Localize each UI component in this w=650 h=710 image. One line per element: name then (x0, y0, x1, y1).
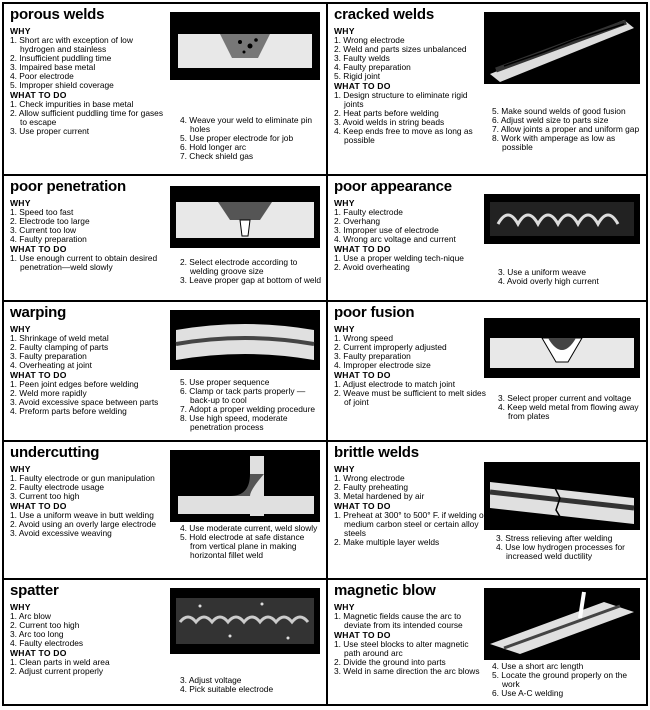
what-item: 5. Use proper electrode for job (180, 133, 294, 143)
why-heading: WHY (334, 26, 355, 36)
cracked-weld-illustration (484, 12, 640, 84)
what-heading: WHAT TO DO (334, 501, 391, 511)
what-item: 8. Use high speed, moderate penetration process (180, 413, 288, 432)
why-item: 3. Arc too long (10, 629, 64, 639)
why-item: 1. Faulty electrode or gun manipulation (10, 473, 155, 483)
what-item: 1. Check impurities in base metal (10, 99, 134, 109)
poor-appearance-illustration (484, 194, 640, 244)
why-item: 3. Improper use of electrode (334, 225, 439, 235)
what-heading: WHAT TO DO (10, 370, 67, 380)
poor-penetration-illustration (170, 186, 320, 248)
what-item: 2. Heat parts before welding (334, 108, 439, 118)
poor-fusion-illustration (484, 318, 640, 378)
what-item: 7. Adopt a proper welding procedure (180, 404, 316, 414)
porous-weld-illustration (170, 12, 320, 80)
brittle-weld-illustration (484, 462, 640, 530)
what-item: 6. Adjust weld size to parts size (492, 115, 609, 125)
what-heading: WHAT TO DO (10, 648, 67, 658)
what-item: 4. Avoid overly high current (498, 276, 599, 286)
panel-cracked-welds (328, 4, 646, 174)
what-item: 2. Avoid using an overly large electrode (10, 519, 157, 529)
why-item: 2. Current too high (10, 620, 80, 630)
why-item: 3. Faulty preparation (334, 351, 411, 361)
why-heading: WHY (334, 602, 355, 612)
why-item: 1. Speed too fast (10, 207, 74, 217)
why-item: 4. Poor electrode (10, 71, 74, 81)
why-block (334, 26, 484, 145)
what-item: 5. Locate the ground properly on the work (492, 670, 628, 689)
what-continued (180, 258, 322, 285)
what-item: 6. Use A-C welding (492, 688, 564, 698)
what-item: 2. Make multiple layer welds (334, 537, 440, 547)
what-continued (492, 107, 642, 152)
why-item: 3. Faulty welds (334, 53, 390, 63)
weld-defects-chart (2, 2, 648, 706)
why-item: 4. Overheating at joint (10, 360, 92, 370)
what-heading: WHAT TO DO (10, 244, 67, 254)
what-item: 3. Stress relieving after welding (496, 533, 613, 543)
panel-title: cracked welds (334, 6, 434, 23)
what-heading: WHAT TO DO (334, 81, 391, 91)
what-item: 3. Avoid excessive weaving (10, 528, 112, 538)
panel-title: spatter (10, 582, 59, 599)
why-block (10, 26, 168, 136)
why-item: 4. Wrong arc voltage and current (334, 234, 456, 244)
what-item: 7. Check shield gas (180, 151, 254, 161)
what-item: 3. Select proper current and voltage (498, 393, 632, 403)
what-item: 5. Make sound welds of good fusion (492, 106, 626, 116)
what-item: 2. Select electrode according to welding groove size (180, 257, 298, 276)
what-item: 4. Pick suitable electrode (180, 684, 274, 694)
what-item: 3. Use a uniform weave (498, 267, 586, 277)
what-continued (180, 378, 322, 432)
panel-title: poor fusion (334, 304, 415, 321)
warping-illustration (170, 310, 320, 370)
why-heading: WHY (334, 464, 355, 474)
why-item: 1. Wrong speed (334, 333, 393, 343)
what-heading: WHAT TO DO (334, 370, 391, 380)
why-item: 4. Faulty preparation (334, 62, 411, 72)
why-heading: WHY (10, 602, 31, 612)
panel-title: undercutting (10, 444, 100, 461)
why-item: 1. Arc blow (10, 611, 51, 621)
what-item: 4. Use low hydrogen processes for increased weld ductility (496, 542, 625, 561)
why-item: 2. Overhang (334, 216, 381, 226)
what-item: 2. Adjust current properly (10, 666, 104, 676)
why-block (334, 464, 492, 547)
what-item: 1. Design structure to eliminate rigid joints (334, 90, 468, 109)
panel-title: brittle welds (334, 444, 419, 461)
why-item: 2. Electrode too large (10, 216, 90, 226)
why-item: 3. Impaired base metal (10, 62, 96, 72)
why-item: 1. Wrong electrode (334, 35, 405, 45)
why-item: 4. Faulty preparation (10, 234, 87, 244)
what-item: 3. Weld in same direction the arc blows (334, 666, 480, 676)
why-block (10, 464, 168, 538)
why-item: 2. Weld and parts sizes unbalanced (334, 44, 467, 54)
what-continued (498, 268, 642, 286)
panel-undercutting (4, 440, 326, 578)
what-item: 2. Allow sufficient puddling time for gases to escape (10, 108, 164, 127)
why-item: 2. Faulty preheating (334, 482, 409, 492)
what-continued (498, 394, 642, 421)
why-item: 1. Shrinkage of weld metal (10, 333, 109, 343)
why-item: 5. Improper shield coverage (10, 80, 114, 90)
what-item: 2. Avoid overheating (334, 262, 410, 272)
what-heading: WHAT TO DO (334, 244, 391, 254)
what-item: 5. Use proper sequence (180, 377, 270, 387)
why-item: 2. Faulty clamping of parts (10, 342, 109, 352)
why-item: 5. Rigid joint (334, 71, 381, 81)
why-item: 1. Faulty electrode (334, 207, 403, 217)
why-item: 4. Faulty electrodes (10, 638, 84, 648)
why-block (10, 602, 168, 676)
what-item: 1. Use steel blocks to alter magnetic path around arc (334, 639, 469, 658)
what-continued (180, 676, 322, 694)
what-item: 6. Hold longer arc (180, 142, 247, 152)
what-item: 4. Weave your weld to eliminate pin holes (180, 115, 313, 134)
why-item: 2. Faulty electrode usage (10, 482, 105, 492)
panel-porous-welds (4, 4, 326, 174)
what-item: 4. Use a short arc length (492, 661, 584, 671)
panel-magnetic-blow (328, 578, 646, 704)
panel-title: magnetic blow (334, 582, 436, 599)
why-block (334, 324, 486, 407)
what-continued (496, 534, 642, 561)
undercutting-illustration (170, 450, 320, 522)
what-item: 1. Clean parts in weld area (10, 657, 110, 667)
what-continued (180, 116, 322, 161)
why-item: 3. Faulty preparation (10, 351, 87, 361)
what-continued (180, 524, 322, 560)
what-continued (492, 662, 642, 698)
what-item: 4. Keep ends free to move as long as possible (334, 126, 473, 145)
what-item: 4. Preform parts before welding (10, 406, 127, 416)
panel-warping (4, 300, 326, 440)
magnetic-blow-illustration (484, 588, 640, 660)
why-block (334, 602, 484, 676)
why-heading: WHY (10, 26, 31, 36)
what-item: 1. Use a proper welding tech-nique (334, 253, 464, 263)
why-heading: WHY (10, 198, 31, 208)
why-item: 1. Short arc with exception of low hydrogen and stainless (10, 35, 133, 54)
what-item: 2. Divide the ground into parts (334, 657, 446, 667)
why-item: 2. Insufficient puddling time (10, 53, 112, 63)
what-item: 3. Avoid excessive space between parts (10, 397, 159, 407)
panel-poor-fusion (328, 300, 646, 440)
panel-spatter (4, 578, 326, 704)
why-block (334, 198, 486, 272)
what-item: 3. Adjust voltage (180, 675, 242, 685)
what-item: 5. Hold electrode at safe distance from vertical plane in making horizontal fillet weld (180, 532, 305, 560)
why-block (10, 324, 168, 416)
why-heading: WHY (10, 324, 31, 334)
what-item: 4. Keep weld metal from flowing away from plates (498, 402, 639, 421)
what-item: 2. Weld more rapidly (10, 388, 87, 398)
what-item: 3. Use proper current (10, 126, 90, 136)
what-item: 2. Weave must be sufficient to melt sides of joint (334, 388, 486, 407)
what-item: 3. Avoid welds in string beads (334, 117, 445, 127)
what-item: 7. Allow joints a proper and uniform gap (492, 124, 640, 134)
why-item: 3. Current too low (10, 225, 77, 235)
what-item: 4. Use moderate current, weld slowly (180, 523, 318, 533)
why-item: 1. Magnetic fields cause the arc to deviate from its intended course (334, 611, 463, 630)
what-heading: WHAT TO DO (334, 630, 391, 640)
what-item: 3. Leave proper gap at bottom of weld (180, 275, 322, 285)
panel-title: poor penetration (10, 178, 126, 195)
what-heading: WHAT TO DO (10, 501, 67, 511)
why-item: 4. Improper electrode size (334, 360, 431, 370)
panel-title: porous welds (10, 6, 105, 23)
what-item: 1. Adjust electrode to match joint (334, 379, 456, 389)
what-heading: WHAT TO DO (10, 90, 67, 100)
what-item: 1. Peen joint edges before welding (10, 379, 139, 389)
what-item: 1. Use a uniform weave in butt welding (10, 510, 154, 520)
panel-title: poor appearance (334, 178, 452, 195)
panel-poor-penetration (4, 174, 326, 300)
what-item: 1. Preheat at 300° to 500° F. if welding on medium carbon steel or certain alloy steels (334, 510, 489, 538)
panel-poor-appearance (328, 174, 646, 300)
why-item: 3. Metal hardened by air (334, 491, 425, 501)
why-block (10, 198, 168, 272)
why-item: 3. Current too high (10, 491, 80, 501)
panel-brittle-welds (328, 440, 646, 578)
what-item: 8. Work with amperage as low as possible (492, 133, 616, 152)
why-heading: WHY (334, 324, 355, 334)
what-item: 1. Use enough current to obtain desired penetration—weld slowly (10, 253, 158, 272)
why-item: 2. Current improperly adjusted (334, 342, 447, 352)
what-item: 6. Clamp or tack parts properly —back-up to cool (180, 386, 306, 405)
why-heading: WHY (10, 464, 31, 474)
spatter-illustration (170, 588, 320, 654)
panel-title: warping (10, 304, 67, 321)
why-heading: WHY (334, 198, 355, 208)
why-item: 1. Wrong electrode (334, 473, 405, 483)
